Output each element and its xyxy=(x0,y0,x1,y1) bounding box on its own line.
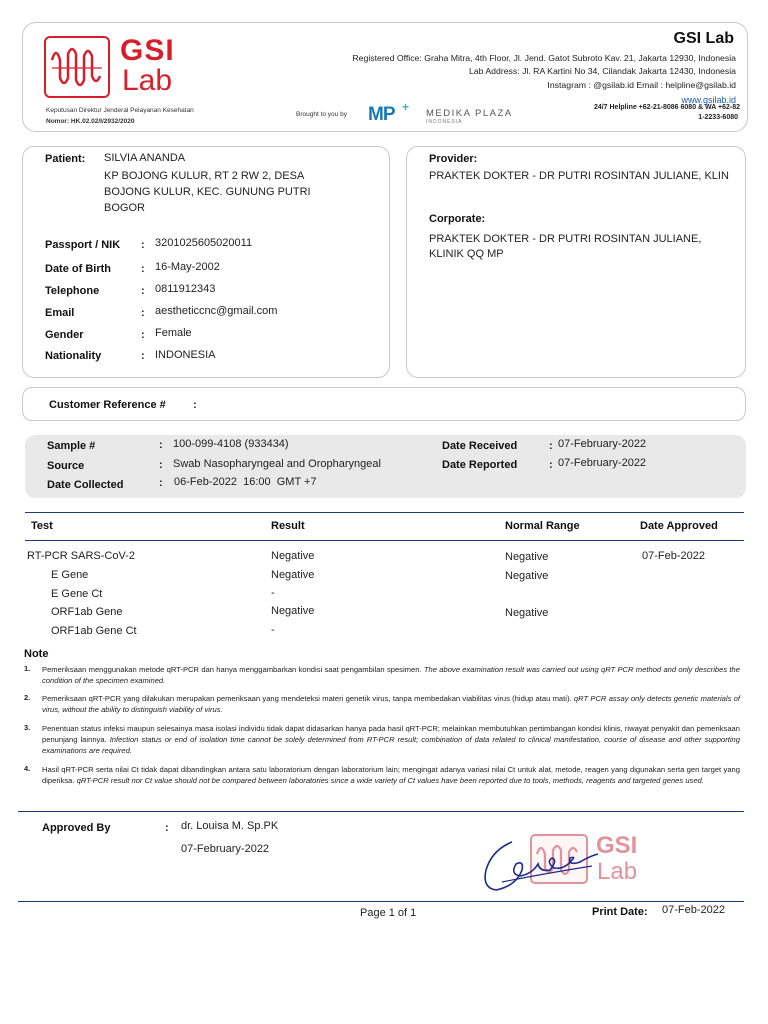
corporate-label: Corporate: xyxy=(429,213,486,225)
stamp-text-gsi: GSI xyxy=(596,832,638,859)
note-number: 4. xyxy=(24,764,31,773)
partner-name: MEDIKA PLAZA xyxy=(426,108,513,119)
table-row-approved: 07-Feb-2022 xyxy=(642,550,705,562)
colon: : xyxy=(159,439,163,451)
note-item xyxy=(24,723,740,756)
provider-value: PRAKTEK DOKTER - DR PUTRI ROSINTAN JULIANE, KLIN xyxy=(429,170,729,182)
date-reported-value: 07-February-2022 xyxy=(558,457,647,469)
field-value-nationality: INDONESIA xyxy=(155,349,216,361)
corporate-value: PRAKTEK DOKTER - DR PUTRI ROSINTAN JULIANE, KLINIK QQ MP xyxy=(429,233,702,260)
field-label-nik: Passport / NIK xyxy=(45,239,121,251)
page-number: Page 1 of 1 xyxy=(360,907,417,919)
note-number: 1. xyxy=(24,664,31,673)
col-header-test: Test xyxy=(31,520,53,532)
date-collected-value: 06-Feb-2022 16:00 GMT +7 xyxy=(174,476,317,488)
table-top-rule xyxy=(25,512,744,513)
colon: : xyxy=(159,477,163,489)
notes-title: Note xyxy=(24,648,49,660)
patient-name: SILVIA ANANDA xyxy=(104,152,186,164)
note-text: Pemeriksaan menggunakan metode qRT-PCR dan hanya menggambarkan kondisi saat pengambilan spesimen. xyxy=(42,665,422,674)
sample-number-label: Sample # xyxy=(47,440,96,452)
field-label-telephone: Telephone xyxy=(45,285,100,297)
lab-address: Lab Address: Jl. RA Kartini No 34, Cilandak Jakarta 12430, Indonesia xyxy=(468,66,736,76)
colon: : xyxy=(159,459,163,471)
partner-sub: INDONESIA xyxy=(426,119,463,125)
date-collected-label: Date Collected xyxy=(47,479,124,491)
note-number: 3. xyxy=(24,723,31,732)
colon: : xyxy=(549,440,553,452)
table-row-test: RT-PCR SARS-CoV-2 xyxy=(27,550,135,562)
note-text: Penentuan status infeksi maupun selesainya masa isolasi individu tidak dapat didasarkan hanya pada hasil qRT-PCR; melainkan membutuhkan pertimbangan kondisi klinis, riwayat penyakit dan pemeriksaan penunjang lainnya. xyxy=(42,724,740,744)
lab-title: GSI Lab xyxy=(673,30,734,47)
table-row-range: Negative xyxy=(505,570,549,582)
note-text: Hasil qRT-PCR serta nilai Ct tidak dapat dibandingkan antara satu laboratorium dengan laboratorium lain; mengingat adanya variasi nilai Ct untuk alat, metode, reagen yang digunakan serta gen target yang diperiksa. xyxy=(42,765,740,785)
table-row-result: Negative xyxy=(271,569,315,581)
date-reported-label: Date Reported xyxy=(442,459,518,471)
patient-label: Patient: xyxy=(45,153,86,165)
helpline-text: 24/7 Helpline +62-21-8086 6080 & WA +62-82 xyxy=(593,104,740,111)
stamp-text-lab: Lab xyxy=(597,858,638,885)
provider-box xyxy=(406,146,746,378)
field-label-nationality: Nationality xyxy=(45,350,102,362)
note-text-english: qRT-PCR result nor Ct value should not be compared between laboratories since a wide variety of Ct values have been reported due to tools, methods, reagents and targeted genes used. xyxy=(74,776,704,785)
decree-line-1: Keputusan Direktur Jenderal Pelayanan Kesehatan xyxy=(46,107,194,114)
helpline-text-2: 1-2233-6080 xyxy=(698,114,738,121)
table-row-test: E Gene xyxy=(51,569,89,581)
approved-by-label: Approved By xyxy=(42,822,111,834)
mp-plus-icon: + xyxy=(402,100,410,114)
field-value-nik: 3201025605020011 xyxy=(155,237,253,249)
customer-reference-colon: : xyxy=(193,399,197,411)
gsi-logo xyxy=(44,36,204,100)
field-value-gender: Female xyxy=(155,327,192,339)
contact-line: Instagram : @gsilab.id Email : helpline@gsilab.id xyxy=(547,80,736,90)
sample-number-value: 100-099-4108 (933434) xyxy=(173,438,289,450)
col-header-normal-range: Normal Range xyxy=(505,520,580,532)
field-value-telephone: 0811912343 xyxy=(155,283,216,295)
logo-text-lab: Lab xyxy=(122,64,173,97)
mp-mark: MP xyxy=(368,104,395,125)
note-text-english: The above examination result was carried out using qRT PCR method and only describes the condition of the specimen examined. xyxy=(42,665,740,685)
registered-office: Registered Office: Graha Mitra, 4th Floor, Jl. Jend. Gatot Subroto Kav. 21, Jakarta 12930, Indonesia xyxy=(352,53,736,63)
colon: : xyxy=(141,263,145,275)
note-item xyxy=(24,693,740,715)
brought-by-text: Brought to you by xyxy=(296,111,347,118)
colon: : xyxy=(141,239,145,251)
table-row-result: Negative xyxy=(271,605,315,617)
field-value-dob: 16-May-2002 xyxy=(155,261,220,273)
logo-mark-icon xyxy=(44,36,110,98)
print-date-label: Print Date: xyxy=(592,906,648,918)
field-label-dob: Date of Birth xyxy=(45,263,111,275)
colon: : xyxy=(141,329,145,341)
source-value: Swab Nasopharyngeal and Oropharyngeal xyxy=(173,458,381,470)
signature xyxy=(472,830,632,900)
field-label-gender: Gender xyxy=(45,329,84,341)
customer-reference-label: Customer Reference # xyxy=(49,399,166,411)
table-row-range: Negative xyxy=(505,607,549,619)
logo-text-gsi: GSI xyxy=(120,34,175,67)
date-received-label: Date Received xyxy=(442,440,518,452)
colon: : xyxy=(141,285,145,297)
table-row-range: Negative xyxy=(505,551,549,563)
note-item xyxy=(24,764,740,786)
colon: : xyxy=(141,307,145,319)
table-row-test: ORF1ab Gene Ct xyxy=(51,625,137,637)
print-date-value: 07-Feb-2022 xyxy=(662,904,725,916)
footer-rule xyxy=(18,901,744,902)
source-label: Source xyxy=(47,460,85,472)
col-header-result: Result xyxy=(271,520,305,532)
field-label-email: Email xyxy=(45,307,75,319)
note-number: 2. xyxy=(24,693,31,702)
approver-name: dr. Louisa M. Sp.PK xyxy=(181,820,279,832)
medika-plaza-logo xyxy=(368,100,528,128)
notes-bottom-rule xyxy=(18,811,744,812)
colon: : xyxy=(549,459,553,471)
provider-label: Provider: xyxy=(429,153,478,165)
table-row-test: E Gene Ct xyxy=(51,588,103,600)
note-text-english: Infection status or end of isolation time cannot be solely determined from RT-PCR result; combination of data related to clinical manifestation, course of disease and other supporting examinations are required. xyxy=(42,735,740,755)
approved-by-colon: : xyxy=(165,822,169,834)
colon: : xyxy=(141,350,145,362)
note-text-english: qRT PCR assay only detects genetic materials of virus, without the ability to distinguish viability of virus. xyxy=(42,694,741,714)
table-row-result: - xyxy=(271,587,275,599)
website-link[interactable]: www.gsilab.id xyxy=(681,95,736,105)
field-value-email: aestheticcnc@gmail.com xyxy=(155,305,278,317)
table-header-rule xyxy=(25,540,744,541)
col-header-date-approved: Date Approved xyxy=(640,520,718,532)
table-row-result: Negative xyxy=(271,550,315,562)
note-text: Pemeriksaan qRT-PCR yang dilakukan merupakan pemeriksaan yang mendeteksi materi genetik virus, tanpa membedakan viabilitas virus (hidup atau mati). xyxy=(42,694,572,703)
decree-line-2: Nomor: HK.02.02/I/2932/2020 xyxy=(46,118,135,125)
table-row-test: ORF1ab Gene xyxy=(51,606,123,618)
patient-address: KP BOJONG KULUR, RT 2 RW 2, DESA BOJONG KULUR, KEC. GUNUNG PUTRI BOGOR xyxy=(104,170,311,214)
table-row-result: - xyxy=(271,624,275,636)
note-item xyxy=(24,664,740,686)
date-received-value: 07-February-2022 xyxy=(558,438,647,450)
approval-date: 07-February-2022 xyxy=(181,843,270,855)
